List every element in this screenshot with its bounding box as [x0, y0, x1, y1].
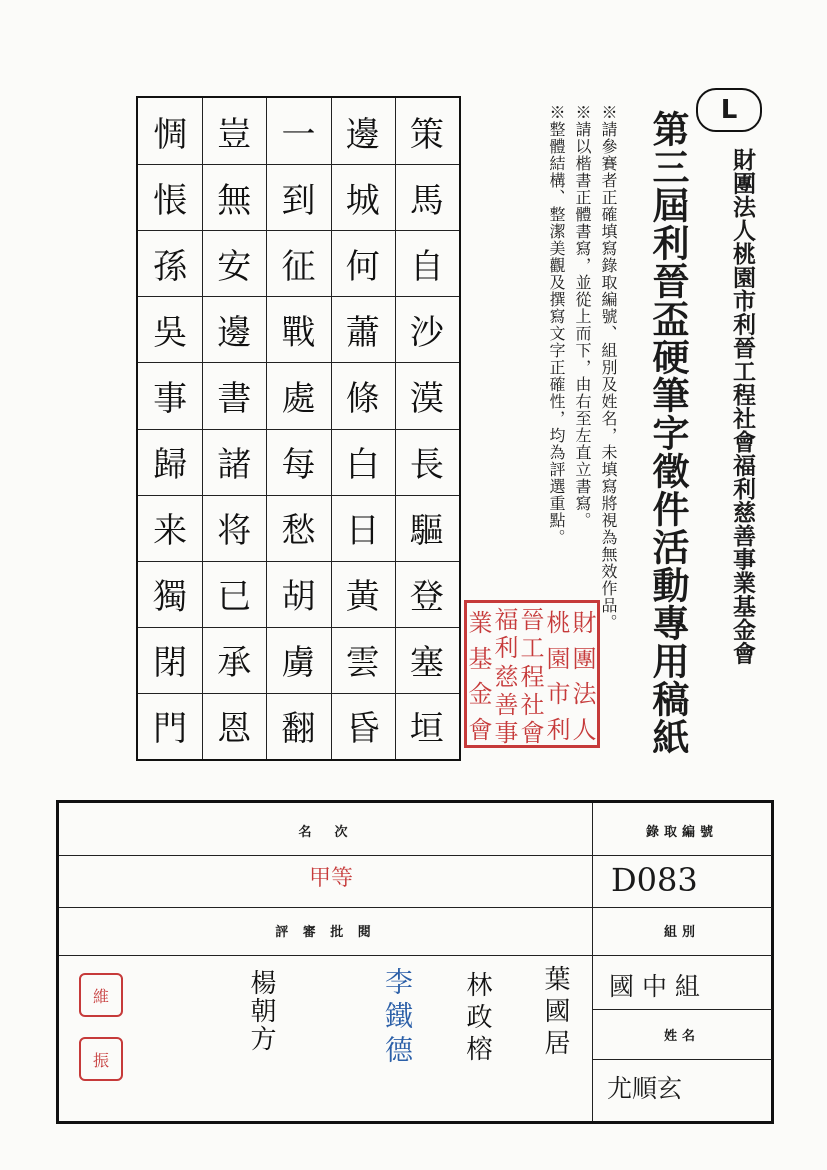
grid-character: 邊 [345, 114, 380, 155]
judge-signature-1: 楊朝方 [246, 969, 276, 1053]
grid-character: 已 [217, 577, 252, 618]
seal-character: 園 [546, 644, 571, 673]
grid-character: 安 [217, 246, 252, 287]
seal-character: 利 [494, 634, 519, 663]
seal-character: 會 [520, 719, 545, 748]
foundation-seal [464, 600, 600, 748]
grid-character: 一 [281, 114, 316, 155]
group-label: 組別 [663, 925, 700, 940]
grid-character: 處 [281, 378, 316, 419]
id-value: D083 [611, 861, 698, 899]
review-label: 評 審 批 閱 [275, 925, 376, 940]
grid-character: 塞 [409, 643, 444, 684]
seal-character: 團 [572, 644, 597, 673]
seal-character: 基 [468, 644, 493, 673]
rank-value: 甲等 [309, 866, 354, 891]
grid-character: 承 [217, 643, 252, 684]
grid-character: 長 [409, 445, 444, 486]
instruction-3: ※整體結構、整潔美觀及撰寫文字正確性，均為評選重點。 [547, 104, 566, 546]
grid-character: 蕭 [345, 312, 380, 353]
organization-name: 財團法人桃園市利晉工程社會福利慈善事業基金會 [729, 148, 755, 665]
grid-character: 孫 [153, 246, 188, 287]
seal-character: 市 [546, 680, 571, 709]
grid-character: 獨 [153, 577, 188, 618]
grid-character: 悵 [153, 180, 188, 221]
seal-character: 慈 [494, 662, 519, 691]
grid-character: 書 [217, 378, 252, 419]
grid-character: 沙 [409, 312, 444, 353]
grid-character: 門 [153, 709, 188, 750]
judge-signature-3: 林政榕 [462, 971, 492, 1067]
grid-character: 惆 [153, 114, 188, 155]
instruction-1: ※請參賽者正確填寫錄取編號、組別及姓名，未填寫將視為無效作品。 [599, 104, 618, 631]
grid-character: 閉 [153, 643, 188, 684]
grid-character: 征 [281, 246, 316, 287]
seal-character: 法 [572, 680, 597, 709]
grid-character: 諸 [217, 445, 252, 486]
grid-character: 昏 [345, 709, 380, 750]
seal-character: 桃 [546, 609, 571, 638]
seal-character: 財 [572, 609, 597, 638]
grid-character: 虜 [281, 643, 316, 684]
grid-character: 何 [345, 246, 380, 287]
rank-label: 名 次 [298, 825, 353, 840]
grid-character: 驅 [409, 511, 444, 552]
grid-character: 邊 [217, 312, 252, 353]
grid-character: 馬 [409, 180, 444, 221]
grid-character: 條 [345, 378, 380, 419]
seal-character: 利 [546, 715, 571, 744]
logo-text: L [720, 95, 738, 125]
document-title: 第三屆利晉盃硬筆字徵件活動專用稿紙 [646, 110, 689, 756]
seal-character: 人 [572, 715, 597, 744]
instruction-2: ※請以楷書正體書寫，並從上而下，由右至左直立書寫。 [573, 104, 592, 529]
seal-character: 晉 [520, 605, 545, 634]
seal-character: 事 [494, 719, 519, 748]
evaluation-form [56, 800, 774, 1124]
grid-character: 自 [409, 246, 444, 287]
grid-character: 策 [409, 114, 444, 155]
grid-character: 胡 [281, 577, 316, 618]
grid-character: 事 [153, 378, 188, 419]
grid-character: 来 [153, 511, 188, 552]
seal-character: 金 [468, 680, 493, 709]
name-label: 姓名 [663, 1029, 700, 1044]
organization-logo [696, 88, 762, 132]
grid-character: 将 [217, 511, 252, 552]
grid-character: 垣 [409, 709, 444, 750]
grid-character: 到 [281, 180, 316, 221]
name-value: 尤順玄 [607, 1074, 683, 1103]
grid-character: 豈 [217, 114, 252, 155]
seal-character: 會 [468, 715, 493, 744]
seal-character: 業 [468, 609, 493, 638]
review-stamp-2: 振 [79, 1037, 123, 1081]
seal-character: 社 [520, 690, 545, 719]
judge-signature-4: 葉國居 [540, 965, 570, 1061]
grid-character: 白 [345, 445, 380, 486]
grid-character: 漠 [409, 378, 444, 419]
grid-character: 日 [345, 511, 380, 552]
grid-character: 城 [345, 180, 380, 221]
review-stamp-1: 維 [79, 973, 123, 1017]
grid-character: 登 [409, 577, 444, 618]
grid-character: 吳 [153, 312, 188, 353]
seal-character: 工 [520, 634, 545, 663]
judge-signature-2: 李鐵德 [381, 967, 414, 1069]
grid-character: 無 [217, 180, 252, 221]
grid-character: 愁 [281, 511, 316, 552]
seal-character: 善 [494, 690, 519, 719]
group-value: 國 中 組 [609, 972, 700, 1001]
grid-character: 黃 [345, 577, 380, 618]
id-label: 錄取編號 [645, 825, 718, 840]
grid-character: 雲 [345, 643, 380, 684]
seal-character: 程 [520, 662, 545, 691]
grid-character: 戰 [281, 312, 316, 353]
grid-character: 歸 [153, 445, 188, 486]
writing-grid [136, 96, 461, 761]
grid-character: 恩 [217, 709, 252, 750]
seal-character: 福 [494, 605, 519, 634]
grid-character: 翻 [281, 709, 316, 750]
grid-character: 每 [281, 445, 316, 486]
